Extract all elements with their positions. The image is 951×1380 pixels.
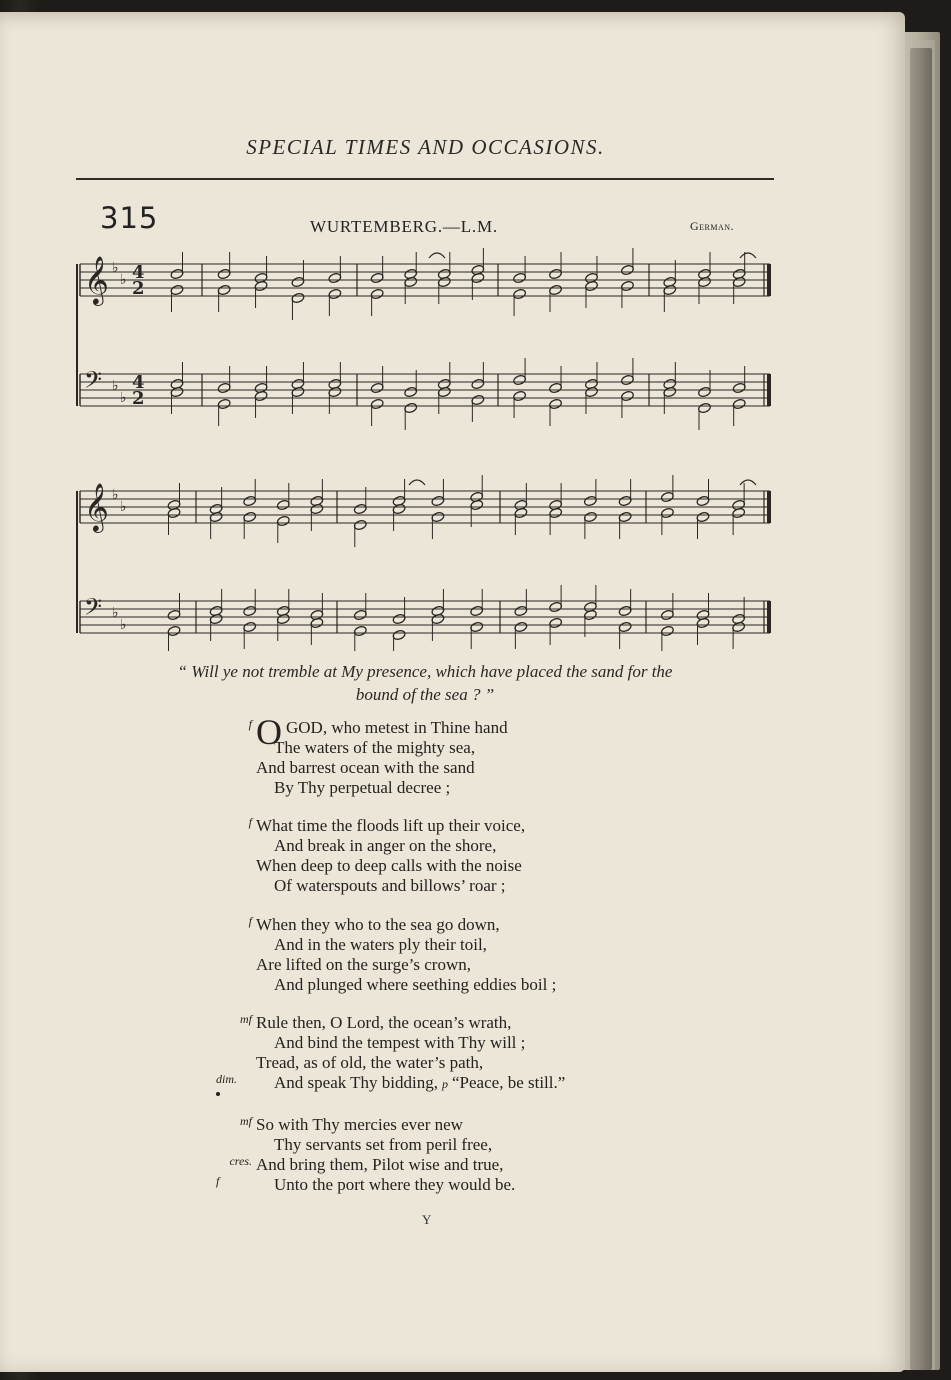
verse-line	[256, 935, 686, 955]
treble-clef: 𝄞	[84, 482, 109, 531]
time-signature-digit: 4	[132, 262, 145, 283]
verse-line-text: Tread, as of old, the water’s path,	[256, 1053, 484, 1072]
verse-line-text: GOD, who metest in Thine hand	[286, 718, 508, 737]
note-head	[696, 511, 710, 523]
note-head	[549, 617, 563, 629]
page-signature: Y	[422, 1212, 432, 1227]
flat-sign: ♭	[120, 617, 127, 633]
verse-line	[256, 975, 686, 995]
flat-sign: ♭	[120, 499, 127, 515]
verse-line-text: Of waterspouts and billows’ roar ;	[274, 876, 506, 895]
note-head	[697, 386, 711, 398]
dynamic-mark: dim.	[216, 1072, 237, 1086]
verse-line	[256, 876, 686, 896]
note-head	[328, 288, 342, 300]
note-head	[549, 601, 563, 613]
header-rule	[76, 178, 774, 180]
note-head	[353, 609, 367, 621]
note-head	[167, 625, 181, 637]
scripture-epigraph	[120, 660, 730, 706]
bass-clef: 𝄢	[84, 593, 103, 626]
ink-speck	[216, 1092, 220, 1096]
note-head	[392, 629, 406, 641]
note-head	[170, 284, 184, 296]
note-head	[513, 272, 527, 284]
note-head	[404, 402, 418, 414]
verse-line-text: The waters of the mighty sea,	[274, 738, 476, 757]
time-signature-digit: 2	[132, 278, 145, 299]
note-head	[618, 511, 632, 523]
dynamic-mark: mf	[240, 1114, 252, 1128]
note-head	[217, 382, 231, 394]
music-score	[74, 246, 776, 651]
verse-line	[256, 1135, 686, 1155]
flat-sign: ♭	[120, 272, 127, 288]
verse-line-text: Thy servants set from peril free,	[274, 1135, 493, 1154]
flat-sign: ♭	[112, 260, 119, 276]
note-head	[431, 511, 445, 523]
dynamic-mark: mf	[240, 1012, 252, 1026]
note-head	[276, 515, 290, 527]
dynamic-mark: p	[442, 1077, 449, 1091]
note-head	[243, 621, 257, 633]
composer-credit: German.	[690, 219, 735, 233]
verse-line	[256, 778, 686, 798]
verse-line	[256, 1053, 686, 1073]
verse-line-text: Rule then, O Lord, the ocean’s wrath,	[256, 1013, 512, 1032]
treble-clef: 𝄞	[84, 255, 109, 304]
verse-line-text: And plunged where seething eddies boil ;	[274, 975, 557, 994]
dynamic-mark: f	[248, 717, 252, 731]
note-head	[291, 276, 305, 288]
note-head	[660, 507, 674, 519]
page-edge-leaves	[910, 48, 932, 1370]
dynamic-mark: f	[248, 815, 252, 829]
note-head	[471, 378, 485, 390]
verse-line	[248, 914, 686, 935]
note-head	[620, 264, 634, 276]
note-head	[697, 402, 711, 414]
note-head	[514, 621, 528, 633]
note-head	[470, 621, 484, 633]
dynamic-mark: f	[216, 1174, 220, 1188]
note-head	[660, 609, 674, 621]
note-head	[217, 398, 231, 410]
note-head	[291, 292, 305, 304]
verse-line	[256, 836, 686, 856]
verse-line	[229, 1154, 686, 1175]
hymn-number: 315	[100, 201, 159, 235]
bass-clef: 𝄢	[84, 366, 103, 399]
note-head	[660, 625, 674, 637]
note-head	[392, 613, 406, 625]
note-head	[370, 288, 384, 300]
note-head	[513, 374, 527, 386]
verse-line-text: What time the floods lift up their voice,	[256, 816, 526, 835]
time-signature-digit: 4	[132, 372, 145, 393]
flat-sign: ♭	[112, 487, 119, 503]
verse-line-text: So with Thy mercies ever new	[256, 1115, 463, 1134]
dynamic-mark: f	[248, 914, 252, 928]
note-head	[618, 621, 632, 633]
note-head	[328, 272, 342, 284]
flat-sign: ♭	[112, 378, 119, 394]
fermata	[740, 253, 756, 258]
note-head	[217, 284, 231, 296]
verse-line	[256, 1033, 686, 1053]
note-head	[620, 374, 634, 386]
note-head	[620, 280, 634, 292]
verse-line-text: And speak Thy bidding,	[274, 1073, 439, 1092]
hymnal-page	[0, 12, 905, 1372]
verse-line	[256, 955, 686, 975]
dynamic-mark: cres.	[229, 1154, 252, 1168]
note-head	[583, 495, 597, 507]
note-head	[696, 495, 710, 507]
note-head	[243, 495, 257, 507]
note-head	[514, 605, 528, 617]
epigraph-line: “ Will ye not tremble at My presence, which have placed the sand for the	[177, 662, 673, 681]
verse-line	[240, 1114, 686, 1135]
tune-title: WURTEMBERG.—L.M.	[310, 217, 498, 236]
running-head: SPECIAL TIMES AND OCCASIONS.	[246, 135, 605, 159]
flat-sign: ♭	[120, 390, 127, 406]
verse-line-text: And bring them, Pilot wise and true,	[256, 1155, 504, 1174]
note-head	[470, 605, 484, 617]
verse-line-text: And barrest ocean with the sand	[256, 758, 475, 777]
note-head	[732, 398, 746, 410]
note-head	[353, 519, 367, 531]
verse-line-text: “Peace, be still.”	[452, 1073, 566, 1092]
fermata	[429, 253, 445, 258]
note-head	[370, 398, 384, 410]
note-head	[549, 268, 563, 280]
note-head	[167, 609, 181, 621]
note-head	[549, 382, 563, 394]
verse-4	[216, 1012, 686, 1093]
verse-line-text: And bind the tempest with Thy will ;	[274, 1033, 526, 1052]
note-head	[243, 605, 257, 617]
note-head	[513, 390, 527, 402]
verse-line-text: Unto the port where they would be.	[274, 1175, 516, 1194]
note-head	[471, 394, 485, 406]
verse-line	[216, 1174, 686, 1195]
note-head	[513, 288, 527, 300]
verse-line-text: When they who to the sea go down,	[256, 915, 500, 934]
time-signature-digit: 2	[132, 388, 145, 409]
note-head	[370, 382, 384, 394]
note-head	[170, 268, 184, 280]
verse-line-text: By Thy perpetual decree ;	[274, 778, 451, 797]
note-head	[583, 511, 597, 523]
flat-sign: ♭	[112, 605, 119, 621]
note-head	[217, 268, 231, 280]
note-head	[660, 491, 674, 503]
note-head	[549, 284, 563, 296]
note-head	[404, 386, 418, 398]
verse-line	[256, 738, 686, 758]
verse-5	[216, 1114, 686, 1195]
fermata	[409, 480, 425, 485]
note-head	[618, 605, 632, 617]
note-head	[276, 499, 290, 511]
verse-2	[248, 815, 686, 896]
note-head	[618, 495, 632, 507]
note-head	[370, 272, 384, 284]
note-head	[431, 495, 445, 507]
verse-line-text: And in the waters ply their toil,	[274, 935, 487, 954]
note-head	[732, 382, 746, 394]
drop-cap: O	[256, 712, 282, 752]
note-head	[243, 511, 257, 523]
verse-line	[248, 815, 686, 836]
verse-line	[216, 1072, 686, 1093]
verse-3	[248, 914, 686, 995]
note-head	[353, 625, 367, 637]
note-head	[353, 503, 367, 515]
note-head	[549, 398, 563, 410]
verse-line	[256, 856, 686, 876]
verse-1	[248, 712, 686, 798]
verse-line-text: Are lifted on the surge’s crown,	[256, 955, 471, 974]
epigraph-line: bound of the sea ? ”	[355, 685, 495, 704]
verse-line	[240, 1012, 686, 1033]
verse-line-text: When deep to deep calls with the noise	[256, 856, 522, 875]
verse-line	[256, 758, 686, 778]
fermata	[740, 480, 756, 485]
verse-line-text: And break in anger on the shore,	[274, 836, 497, 855]
note-head	[620, 390, 634, 402]
